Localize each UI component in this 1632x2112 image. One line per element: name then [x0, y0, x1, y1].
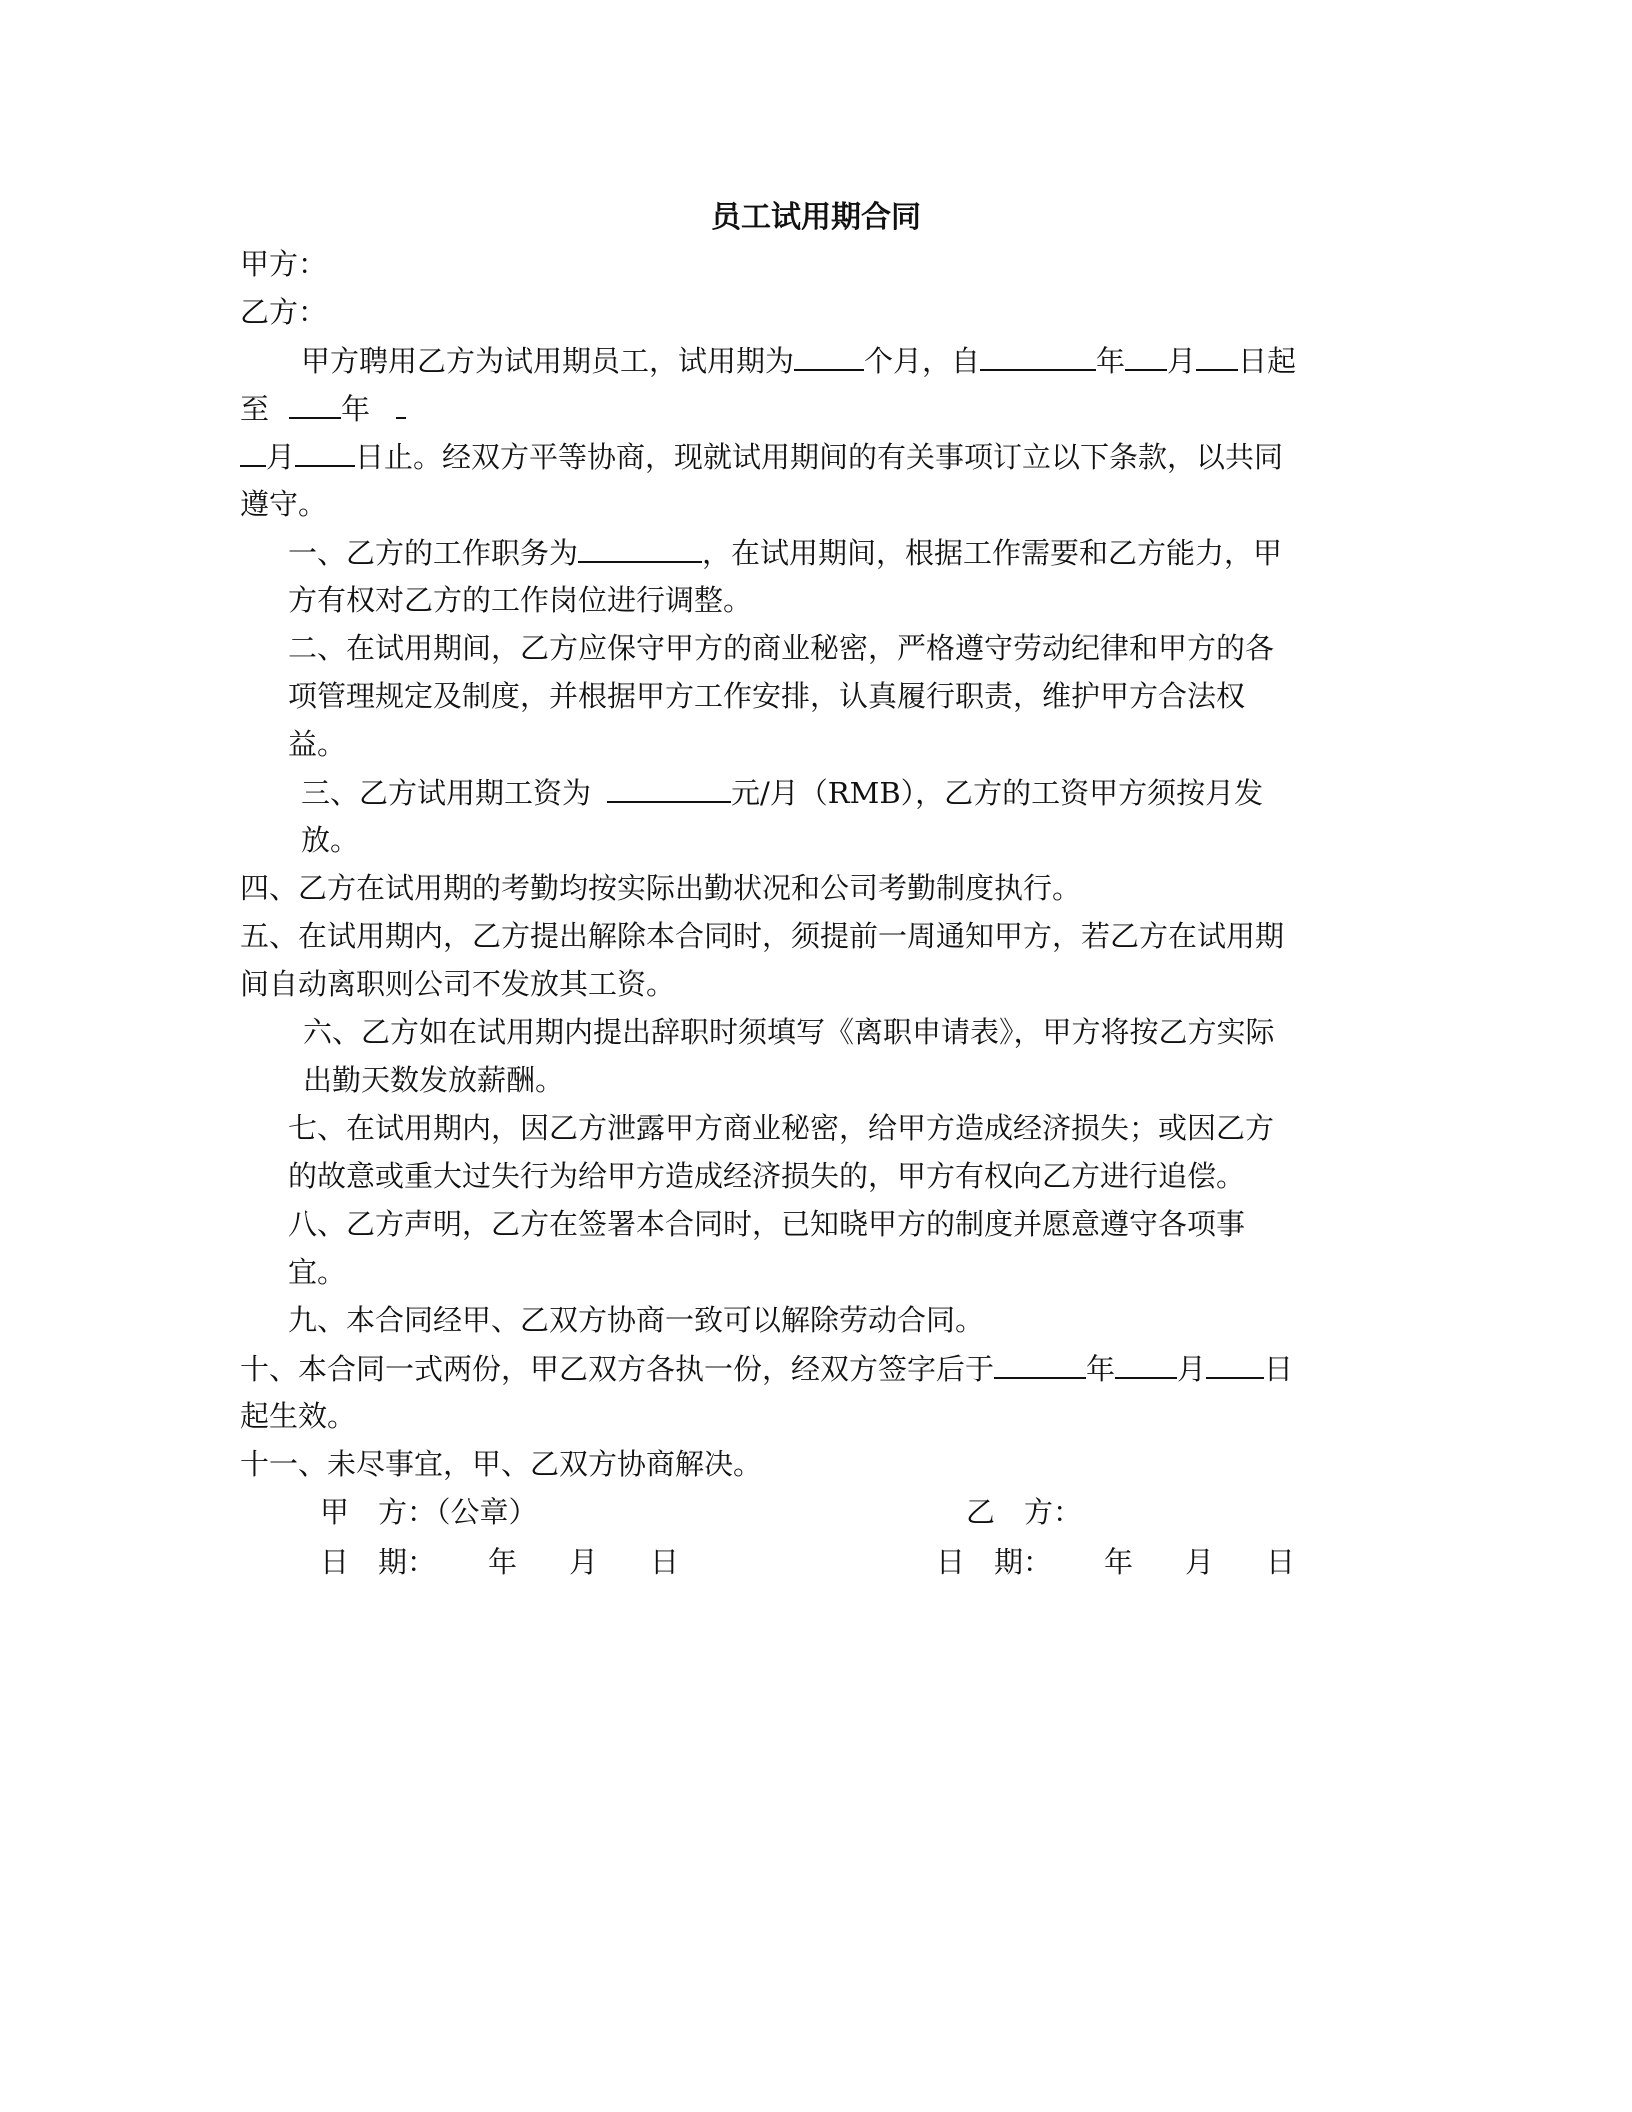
party-b-signature: 乙 方：: [966, 1495, 1083, 1529]
day-label: 日: [650, 1545, 680, 1579]
intro-text: 个月，自: [864, 344, 981, 378]
intro-text: 至: [240, 392, 270, 426]
intro-line-3: [240, 436, 1390, 477]
party-a-signature: 甲 方：（公章）: [320, 1495, 538, 1529]
clause-9-line-1: 九、本合同经甲、乙双方协商一致可以解除劳动合同。: [288, 1303, 985, 1337]
clause-7-line-1: 七、在试用期内，因乙方泄露甲方商业秘密，给甲方造成经济损失；或因乙方: [288, 1111, 1275, 1145]
position-blank: [578, 532, 702, 563]
clause-3-line-1: [301, 772, 1451, 813]
clause-8-line-2: 宜。: [288, 1255, 347, 1289]
party-b-line: 乙方：: [240, 295, 328, 329]
clause-11-line-1: 十一、未尽事宜，甲、乙双方协商解决。: [240, 1447, 763, 1481]
party-a-line: 甲方：: [240, 247, 328, 281]
clause-text: 年: [1086, 1352, 1116, 1386]
page-title: 员工试用期合同: [711, 200, 921, 235]
clause-text: 一、乙方的工作职务为: [288, 536, 579, 570]
clause-1-line-2: 方有权对乙方的工作岗位进行调整。: [288, 583, 753, 617]
effective-day-blank: [1206, 1348, 1264, 1379]
day-label: 日: [1266, 1545, 1296, 1579]
clause-text: 元/月（RMB），乙方的工资甲方须按月发: [731, 776, 1264, 810]
start-month-blank: [1125, 340, 1167, 371]
intro-text: 甲方聘用乙方为试用期员工，试用期为: [301, 344, 795, 378]
clause-text: 日: [1264, 1352, 1294, 1386]
intro-line-4: 遵守。: [240, 487, 328, 521]
clause-5-line-1: 五、在试用期内，乙方提出解除本合同时，须提前一周通知甲方，若乙方在试用期: [240, 919, 1285, 953]
clause-10-line-2: 起生效。: [240, 1399, 357, 1433]
clause-2-line-3: 益。: [288, 727, 347, 761]
party-a-date-row: [320, 1542, 720, 1582]
clause-2-line-1: 二、在试用期间，乙方应保守甲方的商业秘密，严格遵守劳动纪律和甲方的各: [288, 631, 1275, 665]
start-year-blank: [980, 340, 1096, 371]
clause-3-line-2: 放。: [301, 823, 360, 857]
party-b-date-row: [936, 1542, 1336, 1582]
clause-5-line-2: 间自动离职则公司不发放其工资。: [240, 967, 676, 1001]
intro-text: 月: [266, 440, 296, 474]
underline-mark: [396, 388, 406, 419]
effective-year-blank: [994, 1348, 1086, 1379]
clause-6-line-1: 六、乙方如在试用期内提出辞职时须填写《离职申请表》，甲方将按乙方实际: [303, 1015, 1275, 1049]
intro-text: 月: [1167, 344, 1197, 378]
intro-line-2: [240, 388, 1390, 429]
intro-text: 年: [341, 392, 371, 426]
date-label: 日 期：: [936, 1545, 1053, 1579]
clause-2-line-2: 项管理规定及制度，并根据甲方工作安排，认真履行职责，维护甲方合法权: [288, 679, 1246, 713]
clause-8-line-1: 八、乙方声明，乙方在签署本合同时，已知晓甲方的制度并愿意遵守各项事: [288, 1207, 1246, 1241]
months-blank: [794, 340, 864, 371]
clause-text: ，在试用期间，根据工作需要和乙方能力，甲: [702, 536, 1283, 570]
clause-1-line-1: [288, 532, 1438, 573]
clause-6-line-2: 出勤天数发放薪酬。: [303, 1063, 565, 1097]
intro-text: 日起: [1238, 344, 1297, 378]
intro-text: 日止。经双方平等协商，现就试用期间的有关事项订立以下条款，以共同: [355, 440, 1284, 474]
clause-10-line-1: [240, 1348, 1390, 1389]
clause-text: 十、本合同一式两份，甲乙双方各执一份，经双方签字后于: [240, 1352, 995, 1386]
clause-7-line-2: 的故意或重大过失行为给甲方造成经济损失的，甲方有权向乙方进行追偿。: [288, 1159, 1246, 1193]
clause-4-line-1: 四、乙方在试用期的考勤均按实际出勤状况和公司考勤制度执行。: [240, 871, 1082, 905]
start-day-blank: [1196, 340, 1238, 371]
clause-text: 月: [1177, 1352, 1207, 1386]
end-day-blank: [295, 436, 355, 467]
salary-blank: [607, 772, 731, 803]
intro-text: 年: [1096, 344, 1126, 378]
year-label: 年: [488, 1545, 518, 1579]
intro-line-1: [301, 340, 1451, 381]
year-label: 年: [1104, 1545, 1134, 1579]
date-label: 日 期：: [320, 1545, 437, 1579]
end-month-blank: [240, 436, 266, 467]
month-label: 月: [1185, 1545, 1215, 1579]
clause-text: 三、乙方试用期工资为: [301, 776, 592, 810]
end-year-blank: [289, 388, 341, 419]
month-label: 月: [569, 1545, 599, 1579]
effective-month-blank: [1115, 1348, 1177, 1379]
